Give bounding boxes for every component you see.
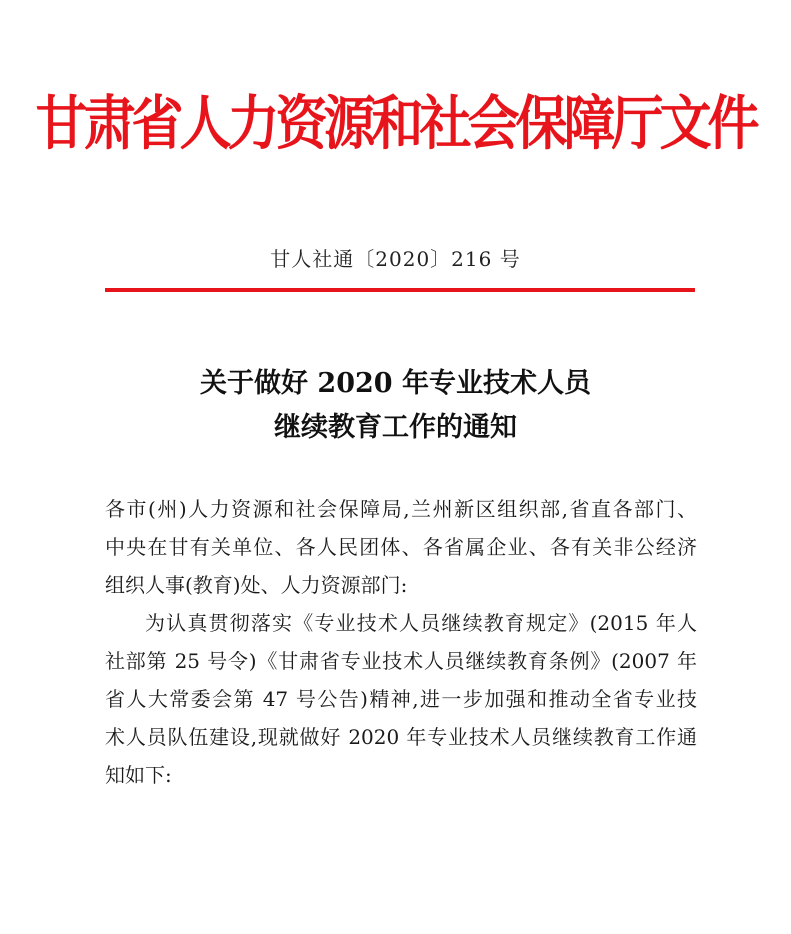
red-divider-line (105, 288, 695, 292)
paragraph-line: 为认真贯彻落实《专业技术人员继续教育规定》(2015 年人 (145, 611, 697, 635)
notice-title-line-2: 继续教育工作的通知 (274, 412, 517, 443)
document-header-title: 甘肃省人力资源和社会保障厅文件 (35, 89, 756, 158)
paragraph-line: 社部第 25 号令)《甘肃省专业技术人员继续教育条例》(2007 年 (105, 649, 697, 673)
document-body (105, 490, 697, 794)
addressee-line: 中央在甘有关单位、各人民团体、各省属企业、各有关非公经济 (105, 535, 697, 559)
paragraph-line: 术人员队伍建设,现就做好 2020 年专业技术人员继续教育工作通 (105, 725, 697, 749)
addressee-line: 组织人事(教育)处、人力资源部门: (105, 573, 408, 597)
document-number: 甘人社通〔2020〕216 号 (270, 247, 521, 271)
paragraph-line: 省人大常委会第 47 号公告)精神,进一步加强和推动全省专业技 (105, 687, 697, 711)
paragraph-line: 知如下: (105, 763, 172, 787)
notice-title-line-1: 关于做好 2020 年专业技术人员 (200, 368, 591, 399)
addressee-line: 各市(州)人力资源和社会保障局,兰州新区组织部,省直各部门、 (105, 497, 697, 521)
